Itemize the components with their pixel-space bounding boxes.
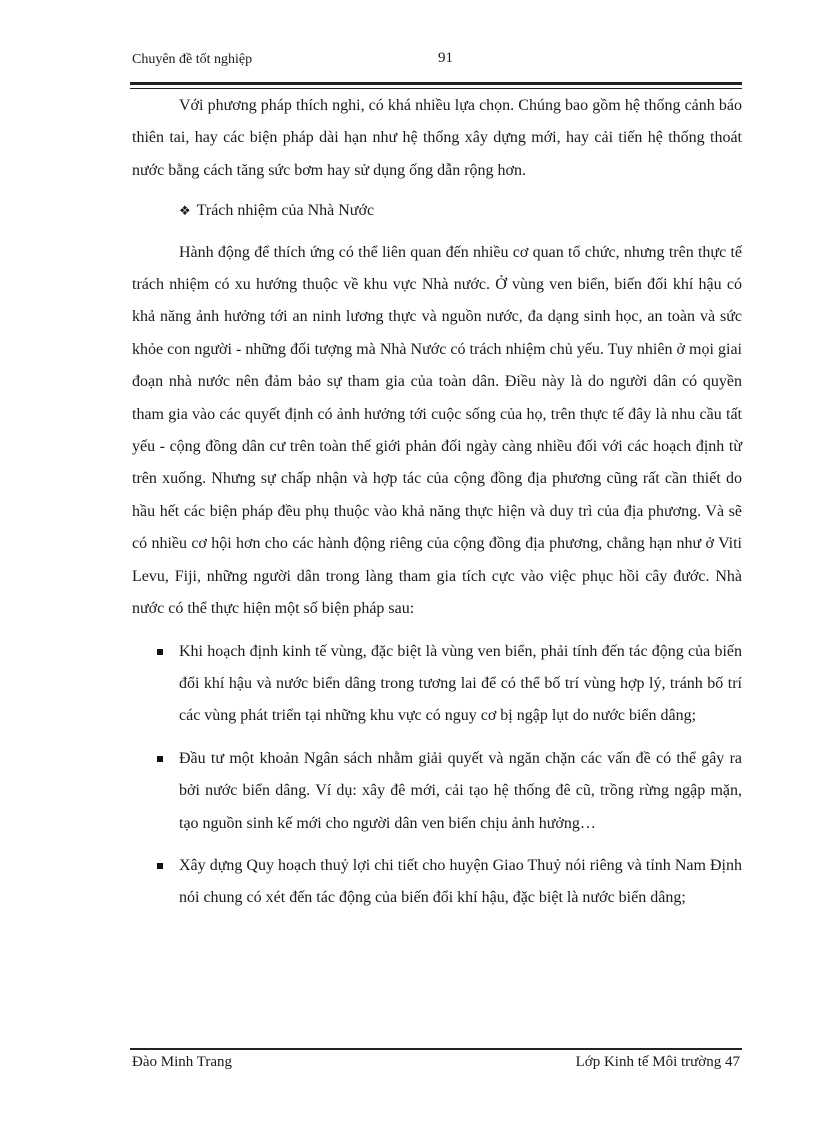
- page-number: 91: [438, 50, 453, 66]
- list-item: [132, 743, 742, 840]
- list-item: [132, 636, 742, 733]
- list-item: [132, 850, 742, 915]
- header-rule: [130, 82, 742, 89]
- footer-rule: [130, 1048, 742, 1050]
- list-item-text: Đầu tư một khoản Ngân sách nhằm giải quyết và ngăn chặn các vấn đề có thể gây ra bởi nước biển dâng. Ví dụ: xây đê mới, cải tạo hệ thống đê cũ, trồng rừng ngập mặn, tạo nguồn sinh kế mới cho người dân ven biển chịu ảnh hưởng…: [179, 749, 742, 832]
- author-name: Đào Minh Trang: [132, 1054, 233, 1070]
- main-paragraph: Hành động để thích ứng có thể liên quan đến nhiều cơ quan tổ chức, nhưng trên thực tế trách nhiệm có xu hướng thuộc về khu vực Nhà nước. Ở vùng ven biển, biến đối khí hậu có khả năng ảnh hưởng tới an ninh lương thực và nguồn nước, đa dạng sinh học, an toàn và sức khỏe con người - những đối tượng mà Nhà Nước có trách nhiệm chủ yếu. Tuy nhiên ở mọi giai đoạn nhà nước nên đảm bảo sự tham gia của toàn dân. Điều này là do người dân có quyền tham gia vào các quyết định có ảnh hưởng tới cuộc sống của họ, trên thực tế đây là nhu cầu tất yếu - cộng đồng dân cư trên toàn thế giới phản đối ngày càng nhiều đối với các hoạch định từ trên xuống. Nhưng sự chấp nhận và hợp tác của cộng đồng địa phương cũng rất cần thiết do hầu hết các biện pháp đều phụ thuộc vào khả năng thực hiện và duy trì của địa phương. Và sẽ có nhiều cơ hội hơn cho các hành động riêng của cộng đồng địa phương, chẳng hạn như ở Viti Levu, Fiji, những người dân trong làng tham gia tích cực vào việc phục hồi cây đước. Nhà nước có thể thực hiện một số biện pháp sau:: [132, 243, 742, 618]
- square-bullet-icon: [157, 649, 163, 655]
- square-bullet-icon: [157, 756, 163, 762]
- list-item-text: Xây dựng Quy hoạch thuỷ lợi chi tiết cho huyện Giao Thuỷ nói riêng và tỉnh Nam Định nói chung có xét đến tác động của biến đổi khí hậu, đặc biệt là nước biển dâng;: [179, 856, 742, 907]
- intro-paragraph: Với phương pháp thích nghi, có khá nhiều lựa chọn. Chúng bao gồm hệ thống cảnh báo thiên tai, hay các biện pháp dài hạn như hệ thống xây dựng mới, hay cải tiến hệ thống thoát nước bằng cách tăng sức bơm hay sử dụng ống dẫn rộng hơn.: [132, 97, 742, 179]
- page-body: [132, 90, 742, 925]
- section-heading: [132, 195, 742, 228]
- page-footer: [130, 1054, 742, 1074]
- section-heading-text: Trách nhiệm của Nhà Nước: [196, 202, 375, 220]
- diamond-bullet-icon: ❖: [179, 204, 191, 220]
- measures-list: [132, 636, 742, 915]
- document-title: Chuyên đề tốt nghiệp: [132, 52, 253, 67]
- page-header: [130, 52, 742, 72]
- square-bullet-icon: [157, 863, 163, 869]
- class-info: Lớp Kinh tế Môi trường 47: [575, 1054, 740, 1070]
- list-item-text: Khi hoạch định kinh tế vùng, đặc biệt là vùng ven biển, phải tính đến tác động của biến đổi khí hậu và nước biển dâng trong tương lai để có thể bố trí vùng hợp lý, tránh bố trí các vùng phát triển tại những khu vực có nguy cơ bị ngập lụt do nước biển dâng;: [179, 642, 742, 725]
